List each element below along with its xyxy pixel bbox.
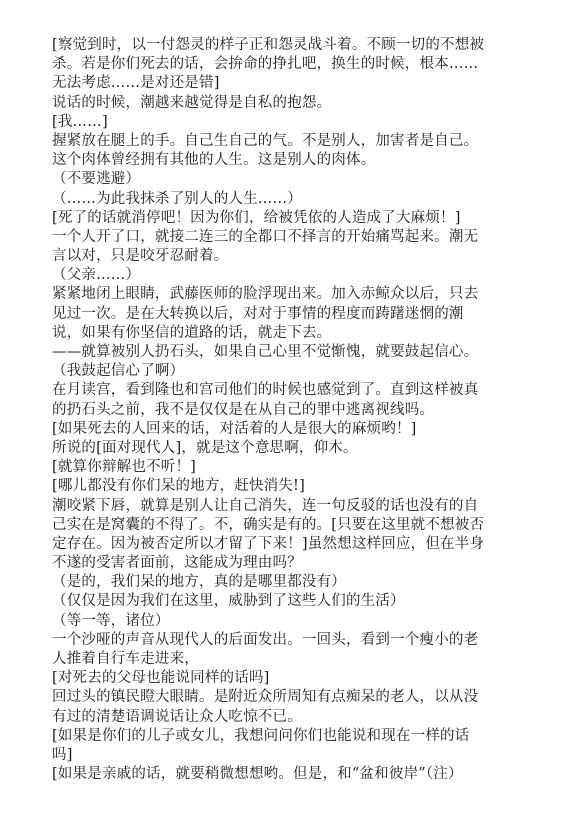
text-line: 不遂的受害者面前，这能成为理由吗？ bbox=[52, 555, 302, 572]
text-line: 握紧放在腿上的手。自己生自己的气。不是别人，加害者是自己。 bbox=[52, 132, 479, 149]
text-line: 无法考虑……是对还是错] bbox=[52, 75, 220, 92]
text-line: [察觉到时，以一付怨灵的样子正和怨灵战斗着。不顾一切的不想被 bbox=[52, 37, 485, 53]
text-line: [如果死去的人回来的话，对活着的人是很大的麻烦哟！] bbox=[52, 420, 417, 437]
text-line: （等一等，诸位） bbox=[52, 612, 170, 629]
text-line: 人推着自行车走进来， bbox=[52, 651, 199, 667]
text-line: 所说的[面对现代人]，就是这个意思啊，仰木。 bbox=[52, 439, 358, 456]
text-line: （是的，我们呆的地方，真的是哪里都没有） bbox=[52, 574, 346, 591]
text-line: （父亲……） bbox=[52, 267, 141, 284]
text-line: [我……] bbox=[52, 113, 108, 130]
text-line: [就算你辩解也不听！] bbox=[52, 459, 197, 476]
text-line: 这个肉体曾经拥有其他的人生。这是别人的肉体。 bbox=[52, 152, 376, 169]
text-line: 见过一次。是在大转换以后，对对于事情的程度而踌躇迷惘的潮 bbox=[52, 305, 464, 322]
text-line: 言以对，只是咬牙忍耐着。 bbox=[52, 248, 229, 265]
body-text bbox=[52, 36, 552, 784]
text-line: （我鼓起信心了啊） bbox=[52, 363, 185, 380]
text-line: 吗] bbox=[52, 746, 73, 763]
text-line: 回过头的镇民瞪大眼睛。是附近众所周知有点痴呆的老人，以从没 bbox=[52, 689, 479, 706]
text-line: [如果是亲戚的话，就要稍微想想哟。但是，和“盆和彼岸”（注） bbox=[52, 766, 463, 783]
text-line: ——就算被别人扔石头，如果自己心里不觉惭愧，就要鼓起信心。 bbox=[52, 344, 479, 360]
text-line: 潮咬紧下唇，就算是别人让自己消失，连一句反驳的话也没有的自 bbox=[52, 497, 479, 514]
text-line: [如果是你们的儿子或女儿，我想问问你们也能说和现在一样的话 bbox=[52, 727, 470, 744]
text-line: 在月读宫，看到隆也和宫司他们的时候也感觉到了。直到这样被真 bbox=[52, 382, 479, 399]
text-line: （仅仅是因为我们在这里，威胁到了这些人们的生活） bbox=[52, 593, 405, 610]
text-line: 杀。若是你们死去的话，会拚命的挣扎吧，换生的时候，根本…… bbox=[52, 56, 479, 73]
text-line: 一个沙哑的声音从现代人的后面发出。一回头，看到一个瘦小的老 bbox=[52, 631, 479, 648]
text-line: [死了的话就消停吧！因为你们，给被凭依的人造成了大麻烦！] bbox=[52, 209, 461, 226]
text-line: [哪儿都没有你们呆的地方，赶快消失!] bbox=[52, 478, 305, 495]
text-line: 有过的清楚语调说话让众人吃惊不已。 bbox=[52, 708, 302, 725]
text-line: 说话的时候，潮越来越觉得是自私的抱怨。 bbox=[52, 94, 332, 111]
text-line: （不要逃避） bbox=[52, 171, 141, 188]
text-line: 紧紧地闭上眼睛，武藤医师的脸浮现出来。加入赤鲸众以后，只去 bbox=[52, 286, 479, 303]
text-line: 的扔石头之前，我不是仅仅是在从自己的罪中逃离视线吗。 bbox=[52, 401, 435, 418]
text-line: 说，如果有你坚信的道路的话，就走下去。 bbox=[52, 324, 332, 341]
text-line: 一个人开了口，就接二连三的全都口不择言的开始痛骂起来。潮无 bbox=[52, 228, 479, 245]
text-line: 己实在是窝囊的不得了。不，确实是有的。[只要在这里就不想被否 bbox=[52, 516, 485, 533]
text-line: （……为此我抹杀了别人的人生……） bbox=[52, 190, 302, 207]
text-line: 定存在。因为被否定所以才留了下来！]虽然想这样回应，但在半身 bbox=[52, 535, 485, 552]
text-line: [对死去的父母也能说同样的话吗] bbox=[52, 670, 270, 687]
